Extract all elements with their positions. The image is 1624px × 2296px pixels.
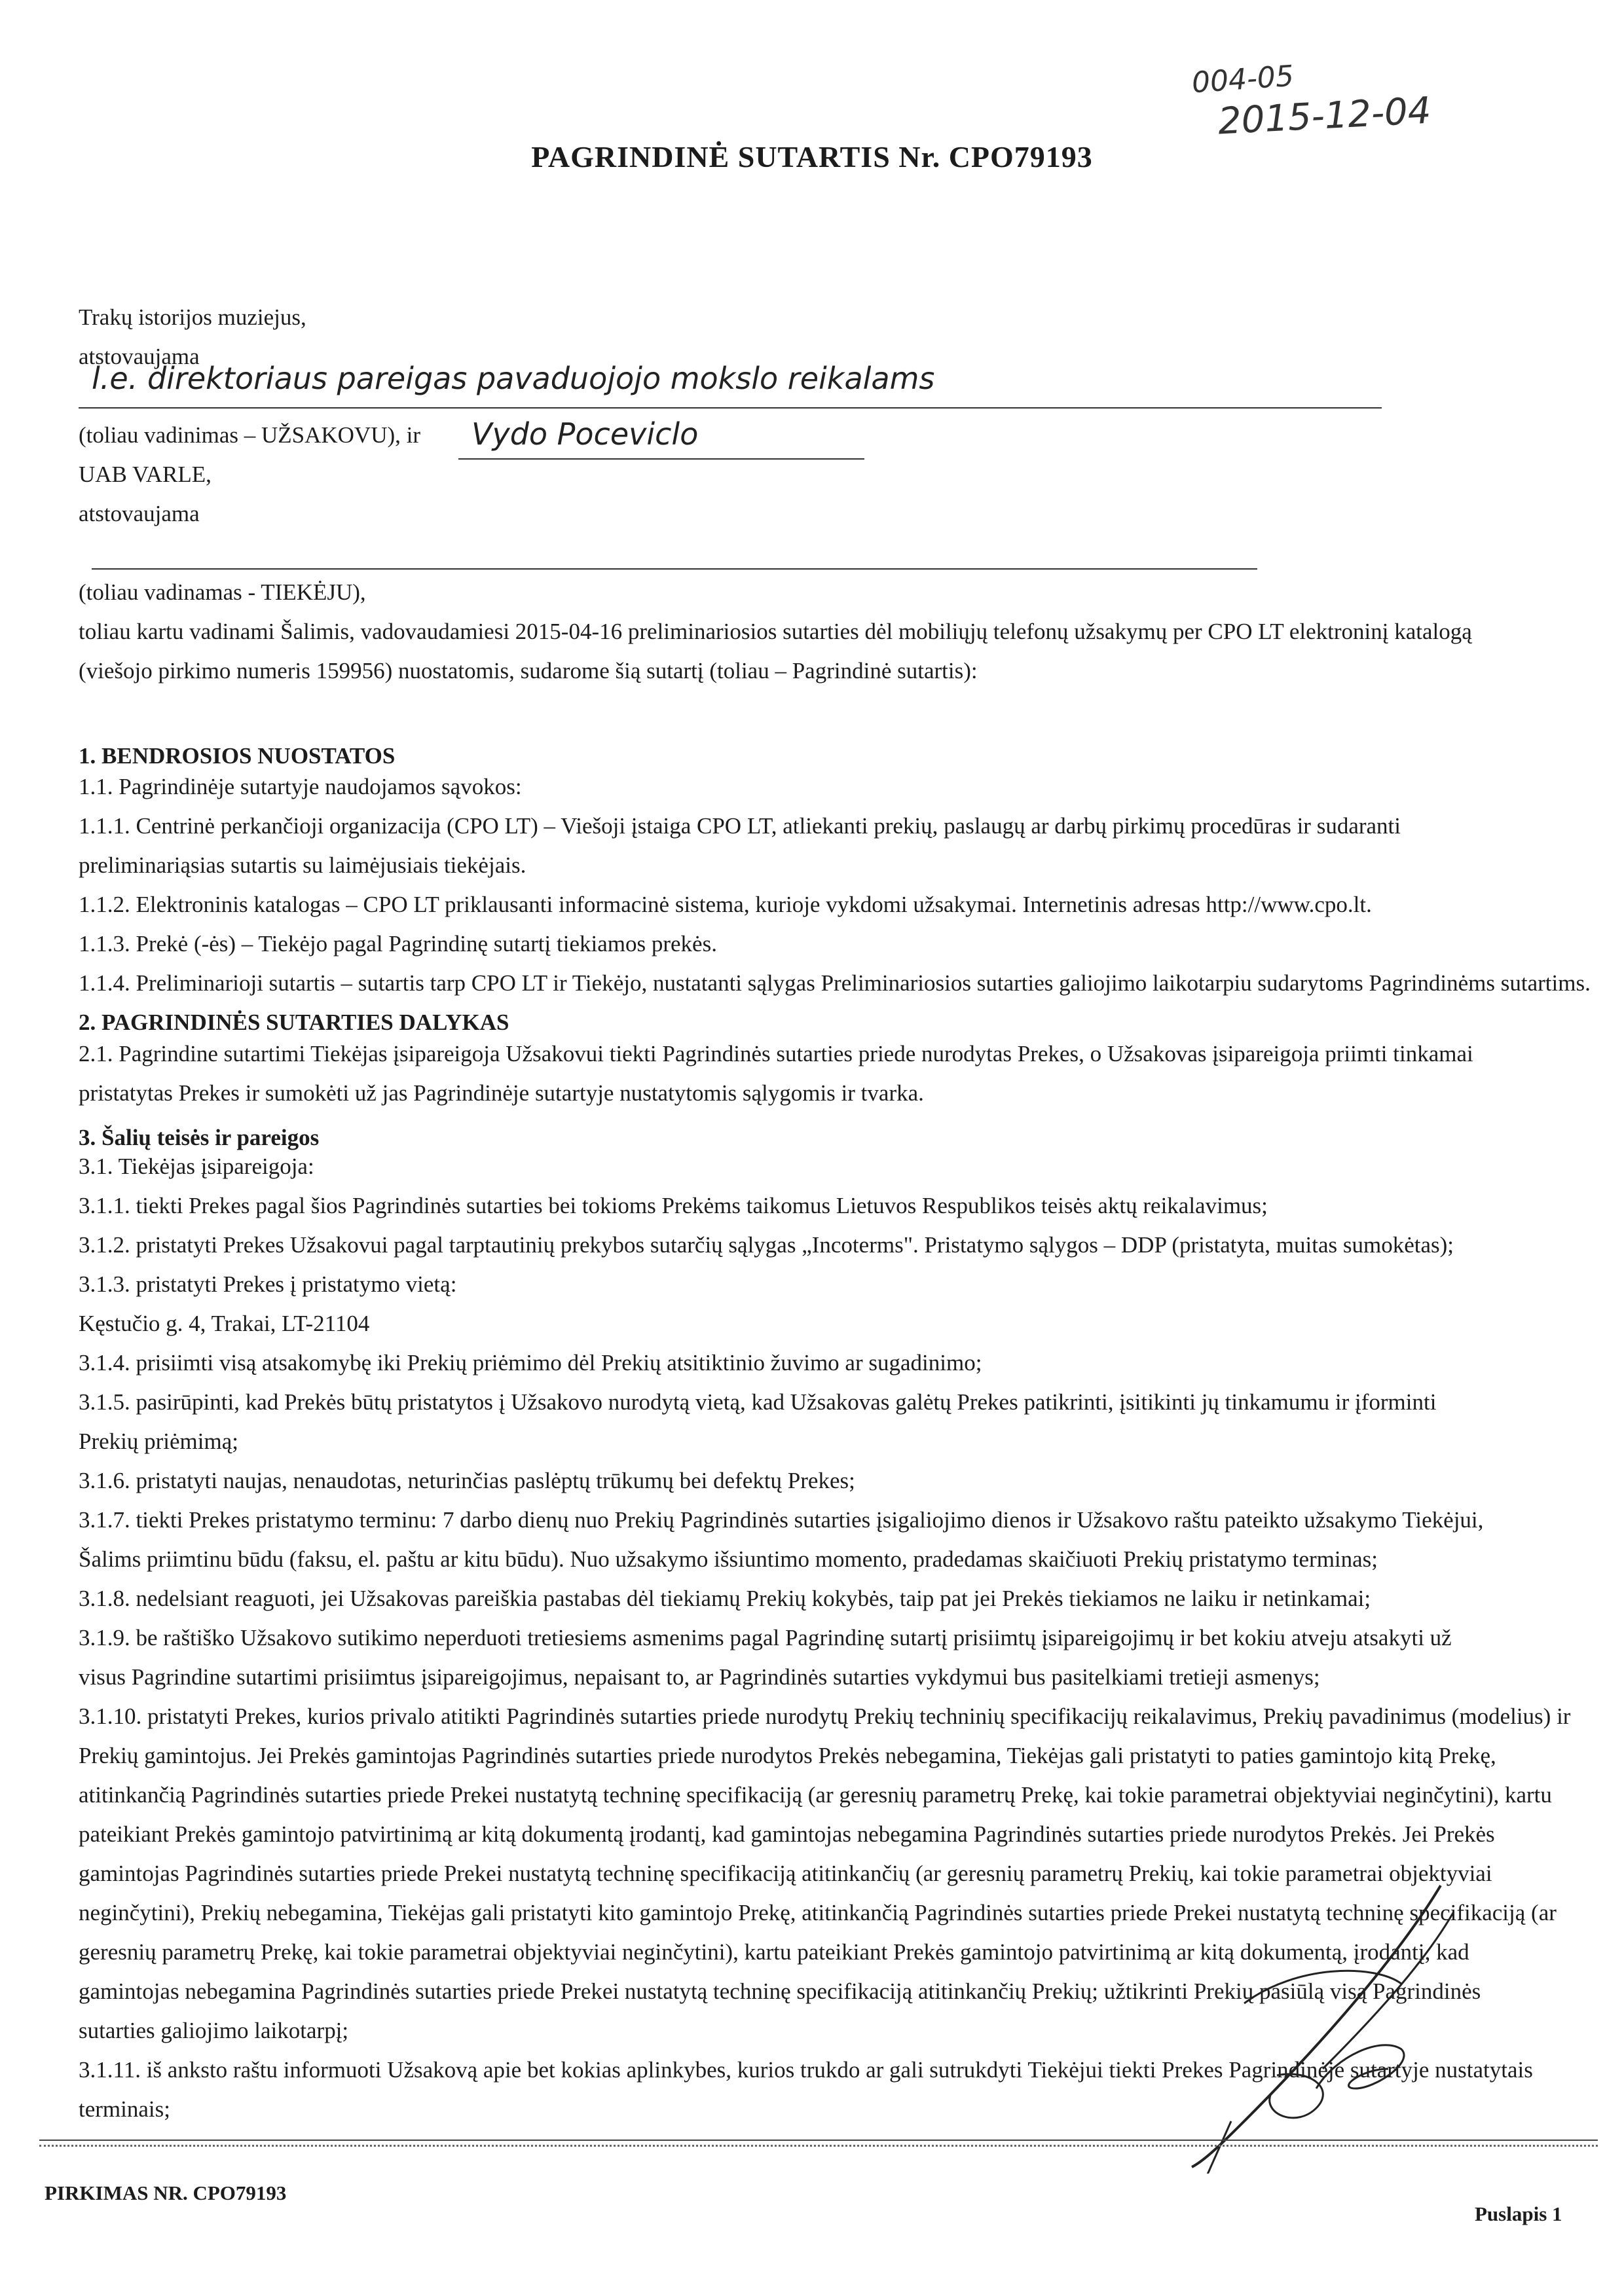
clause-1-1-1: 1.1.1. Centrinė perkančioji organizacija (CPO LT) – Viešoji įstaiga CPO LT, atliekanti prekių, paslaugų ar darbų pirkimų procedūras ir sudaranti — [79, 813, 1401, 839]
supplier-name: UAB VARLE, — [79, 462, 212, 487]
clause-3-1-5-cont: Prekių priėmimą; — [79, 1429, 238, 1454]
clause-2-1: 2.1. Pagrindine sutartimi Tiekėjas įsipareigoja Užsakovui tiekti Pagrindinės sutarties priede nurodytas Prekes, o Užsakovas įsipareigoja priimti tinkamai — [79, 1041, 1473, 1066]
clause-3-1: 3.1. Tiekėjas įsipareigoja: — [79, 1154, 314, 1179]
clause-3-1-10-cont-3: pateikiant Prekės gamintojo patvirtinimą ar kitą dokumentą įrodantį, kad gamintojas nebegamina Pagrindinės sutarties priede nurodytos Prekės. Jei Prekės — [79, 1821, 1495, 1847]
clause-3-1-10-cont-4: gamintojas Pagrindinės sutarties priede Prekei nustatytą techninę specifikaciją atitinkančių (ar geresnių parametrų Prekių, kai tokie parametrai objektyviai — [79, 1861, 1492, 1886]
clause-1-1-1-cont: preliminariąsias sutartis su laimėjusiais tiekėjais. — [79, 852, 526, 878]
footer-page-number: Puslapis 1 — [1475, 2202, 1562, 2225]
representative-underline — [79, 407, 1382, 409]
customer-name: Trakų istorijos muziejus, — [79, 304, 306, 330]
footer-procurement-number: PIRKIMAS NR. CPO79193 — [45, 2181, 287, 2204]
representative-name-underline — [458, 458, 864, 460]
clause-3-1-6: 3.1.6. pristatyti naujas, nenaudotas, neturinčias paslėptų trūkumų bei defektų Prekes; — [79, 1468, 855, 1493]
clause-3-1-10-cont-5: neginčytini), Prekių nebegamina, Tiekėjas gali pristatyti kito gamintojo Prekę, atitinkančią Pagrindinės sutarties priede Prekei nustatytą techninę specifikaciją (ar — [79, 1900, 1557, 1925]
clause-3-1-11: 3.1.11. iš anksto raštu informuoti Užsakovą apie bet kokias aplinkybes, kurios trukdo ar gali sutrukdyti Tiekėjui tiekti Prekes Pagrindinėje sutartyje nustatytais — [79, 2057, 1533, 2083]
handwritten-signature — [1166, 1872, 1532, 2174]
clause-3-1-10-cont-6: geresnių parametrų Prekę, kai tokie parametrai objektyviai neginčytini), kartu pateikiant Prekės gamintojo patvirtinimą ar kitą dokumentą, įrodantį, kad — [79, 1939, 1469, 1965]
section-3-heading: 3. Šalių teisės ir pareigos — [79, 1125, 320, 1150]
clause-3-1-10: 3.1.10. pristatyti Prekes, kurios privalo atitikti Pagrindinės sutarties priede nurodytų Prekių techninių specifikacijų reikalavimus, Prekių pavadinimus (modelius) ir — [79, 1704, 1571, 1729]
clause-3-1-10-cont-7: gamintojas nebegamina Pagrindinės sutarties priede Prekei nustatytą techninę specifikaciją atitinkančių Prekių; užtikrinti Prekių pasiūlą visą Pagrindinės — [79, 1978, 1481, 2004]
supplier-representative-blank — [92, 568, 1257, 570]
clause-3-1-2: 3.1.2. pristatyti Prekes Užsakovui pagal tarptautinių prekybos sutarčių sąlygas „Incoterms". Pristatymo sąlygos – DDP (pristatyta, muitas sumokėtas); — [79, 1232, 1454, 1258]
clause-3-1-9-cont: visus Pagrindine sutartimi prisiimtus įsipareigojimus, nepaisant to, ar Pagrindinės sutarties vykdymui bus pasitelkiami tretieji asmenys; — [79, 1664, 1320, 1690]
clause-3-1-5: 3.1.5. pasirūpinti, kad Prekės būtų pristatytos į Užsakovo nurodytą vietą, kad Užsakovas galėtų Prekes patikrinti, įsitikinti jų tinkamumu ir įforminti — [79, 1389, 1437, 1415]
clause-1-1: 1.1. Pagrindinėje sutartyje naudojamos sąvokos: — [79, 774, 522, 799]
supplier-alias: (toliau vadinamas - TIEKĖJU), — [79, 579, 366, 605]
clause-3-1-10-cont-8: sutarties galiojimo laikotarpį; — [79, 2018, 349, 2043]
clause-3-1-9: 3.1.9. be raštiško Užsakovo sutikimo neperduoti tretiesiems asmenims pagal Pagrindinę sutartį prisiimtų įsipareigojimų ir bet kokiu atveju atsakyti už — [79, 1625, 1452, 1650]
clause-3-1-3: 3.1.3. pristatyti Prekes į pristatymo vietą: — [79, 1271, 457, 1297]
clause-1-1-4: 1.1.4. Preliminarioji sutartis – sutartis tarp CPO LT ir Tiekėjo, nustatanti sąlygas Preliminariosios sutarties galiojimo laikotarpiu sudarytoms Pagrindinėms sutartims. — [79, 970, 1591, 996]
section-1-heading: 1. BENDROSIOS NUOSTATOS — [79, 743, 396, 769]
footer-divider — [39, 2140, 1598, 2147]
intro-line-2: (viešojo pirkimo numeris 159956) nuostatomis, sudarome šią sutartį (toliau – Pagrindinė sutartis): — [79, 658, 978, 683]
clause-3-1-1: 3.1.1. tiekti Prekes pagal šios Pagrindinės sutarties bei tokioms Prekėms taikomus Lietuvos Respublikos teisės aktų reikalavimus; — [79, 1193, 1268, 1218]
clause-3-1-4: 3.1.4. prisiimti visą atsakomybę iki Prekių priėmimo dėl Prekių atsitiktinio žuvimo ar sugadinimo; — [79, 1350, 982, 1376]
clause-2-1-cont: pristatytas Prekes ir sumokėti už jas Pagrindinėje sutartyje nustatytomis sąlygomis ir tvarka. — [79, 1080, 924, 1106]
handwritten-representative-line1: l.e. direktoriaus pareigas pavaduojojo mokslo reikalams — [92, 361, 935, 396]
delivery-address: Kęstučio g. 4, Trakai, LT-21104 — [79, 1311, 370, 1336]
handwritten-registration-date: 2015-12-04 — [1217, 89, 1432, 143]
clause-3-1-8: 3.1.8. nedelsiant reaguoti, jei Užsakovas pareiškia pastabas dėl tiekiamų Prekių kokybės, taip pat jei Prekės tiekiamos ne laiku ir netinkamai; — [79, 1586, 1371, 1611]
clause-1-1-2: 1.1.2. Elektroninis katalogas – CPO LT priklausanti informacinė sistema, kurioje vykdomi užsakymai. Internetinis adresas http://www.cpo.lt. — [79, 892, 1372, 917]
clause-3-1-7-cont: Šalims priimtinu būdu (faksu, el. paštu ar kitu būdu). Nuo užsakymo išsiuntimo momento, pradedamas skaičiuoti Prekių pristatymo terminas; — [79, 1546, 1378, 1572]
handwritten-representative-line2: Vydo Poceviclo — [471, 416, 699, 452]
customer-represented-label: atstovaujama — [79, 344, 200, 369]
document-title: PAGRINDINĖ SUTARTIS Nr. CPO79193 — [531, 140, 1093, 173]
customer-alias: (toliau vadinimas – UŽSAKOVU), ir — [79, 422, 421, 448]
clause-3-1-10-cont-1: Prekių gamintojus. Jei Prekės gamintojas Pagrindinės sutarties priede nurodytos Prekės nebegamina, Tiekėjas gali pristatyti to paties gamintojo kitą Prekę, — [79, 1743, 1496, 1768]
clause-1-1-3: 1.1.3. Prekė (-ės) – Tiekėjo pagal Pagrindinę sutartį tiekiamos prekės. — [79, 931, 717, 957]
supplier-represented-label: atstovaujama — [79, 501, 200, 526]
handwritten-registration-number: 004-05 — [1190, 59, 1295, 100]
clause-3-1-7: 3.1.7. tiekti Prekes pristatymo terminu: 7 darbo dienų nuo Prekių Pagrindinės sutarties įsigaliojimo dienos ir Užsakovo raštu pateikto užsakymo Tiekėjui, — [79, 1507, 1484, 1533]
intro-line-1: toliau kartu vadinami Šalimis, vadovaudamiesi 2015-04-16 preliminariosios sutarties dėl mobiliųjų telefonų užsakymų per CPO LT elektroninį katalogą — [79, 619, 1472, 644]
section-2-heading: 2. PAGRINDINĖS SUTARTIES DALYKAS — [79, 1010, 509, 1035]
clause-3-1-10-cont-2: atitinkančią Pagrindinės sutarties priede Prekei nustatytą techninę specifikaciją (ar geresnių parametrų Prekę, kai tokie parametrai objektyviai neginčytini), kartu — [79, 1782, 1552, 1808]
clause-3-1-11-cont: terminais; — [79, 2096, 170, 2122]
